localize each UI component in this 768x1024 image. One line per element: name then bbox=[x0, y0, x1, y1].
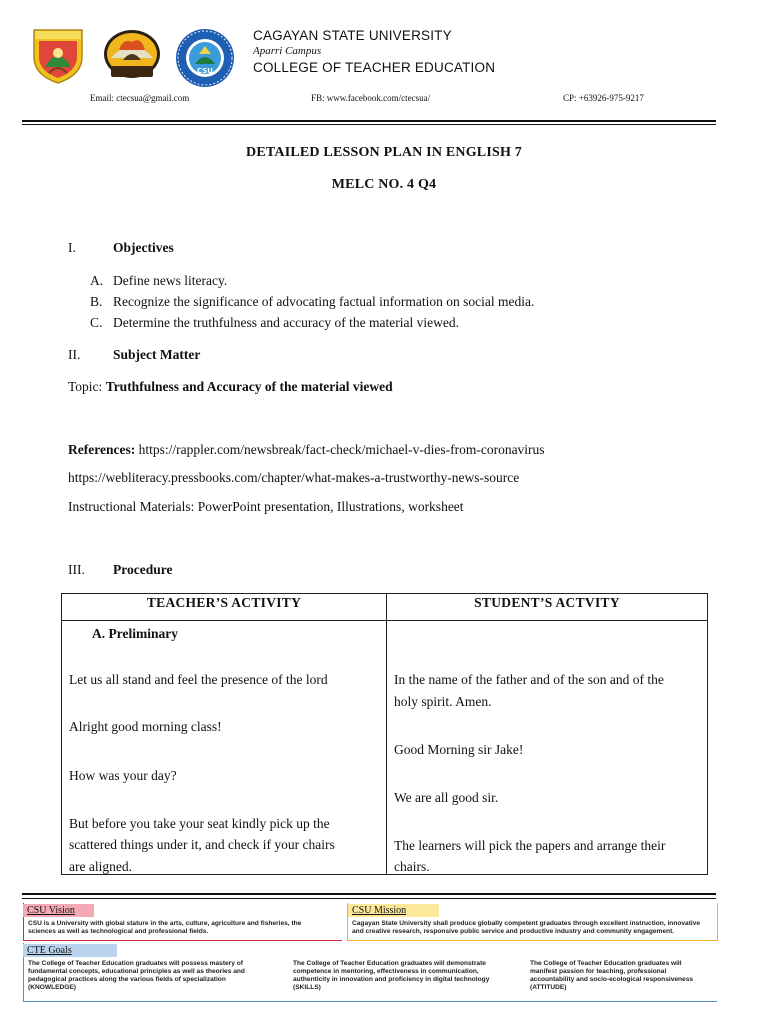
teacher-line: scattered things under it, and check if your chairs bbox=[69, 837, 335, 852]
objectives-number: I. bbox=[68, 240, 76, 255]
footer-rule-thin bbox=[22, 898, 716, 899]
goal-skills: The College of Teacher Education graduates will demonstrate competence in mentoring, effectiveness in communication, authenticity in innovation and proficiency in digital technology (SKILLS) bbox=[293, 960, 490, 991]
teacher-line: Let us all stand and feel the presence of the lord bbox=[69, 672, 328, 687]
objective-item: A. Define news literacy. bbox=[90, 273, 228, 288]
topic-text: Truthfulness and Accuracy of the material viewed bbox=[105, 379, 393, 394]
email-contact: Email: ctecsua@gmail.com bbox=[90, 93, 190, 103]
mission-label: CSU Mission bbox=[348, 904, 439, 917]
teacher-line: Alright good morning class! bbox=[69, 719, 222, 734]
campus-name: Aparri Campus bbox=[253, 45, 322, 57]
goal-attitude: The College of Teacher Education graduates will manifest passion for teaching, professional accountability and socio-ecological responsiveness (ATTITUDE) bbox=[530, 960, 694, 991]
goals-label: CTE Goals bbox=[23, 944, 117, 957]
header-rule-thin bbox=[22, 124, 716, 125]
header-rule-thick bbox=[22, 120, 716, 122]
reference-link[interactable]: https://rappler.com/newsbreak/fact-check/michael-v-dies-from-coronavirus bbox=[138, 442, 545, 457]
teacher-line: But before you take your seat kindly pick up the bbox=[69, 816, 330, 831]
student-line: We are all good sir. bbox=[394, 790, 499, 805]
student-activity-cell bbox=[387, 621, 708, 875]
topic-line: Topic: Truthfulness and Accuracy of the material viewed bbox=[68, 379, 393, 394]
vision-text: CSU is a University with global stature in the arts, culture, agriculture and fisheries, the sciences as well as technological and professional fields. bbox=[28, 920, 302, 935]
document-subtitle: MELC NO. 4 Q4 bbox=[331, 177, 437, 192]
objective-item: B. Recognize the significance of advocating factual information on social media. bbox=[90, 294, 535, 309]
student-line: holy spirit. Amen. bbox=[394, 694, 492, 709]
footer-rule-thick bbox=[22, 893, 716, 895]
university-name: CAGAYAN STATE UNIVERSITY bbox=[253, 28, 452, 43]
goal-knowledge: The College of Teacher Education graduates will possess mastery of fundamental concepts, educational principles as well as theories and pedagogical practices along the various fields of specialization (KNOWLEDGE) bbox=[28, 960, 245, 991]
cte-seal-logo bbox=[175, 28, 235, 93]
college-name: COLLEGE OF TEACHER EDUCATION bbox=[253, 60, 496, 75]
student-line: chairs. bbox=[394, 859, 430, 874]
teacher-column-header: TEACHER’S ACTIVITY bbox=[62, 594, 387, 621]
logo3-caption bbox=[175, 28, 176, 29]
procedure-table bbox=[61, 593, 708, 875]
references-line: References: https://rappler.com/newsbreak/fact-check/michael-v-dies-from-coronavirus bbox=[68, 442, 545, 457]
teacher-activity-cell bbox=[62, 621, 387, 875]
student-line: Good Morning sir Jake! bbox=[394, 742, 524, 757]
aparri-campus-logo bbox=[101, 28, 163, 89]
csu-shield-logo bbox=[31, 27, 85, 90]
vision-label: CSU Vision bbox=[23, 904, 94, 917]
seal-center-text: CSU bbox=[197, 67, 213, 75]
facebook-contact: FB: www.facebook.com/ctecsua/ bbox=[311, 93, 431, 103]
teacher-line: are aligned. bbox=[69, 859, 132, 874]
document-title: DETAILED LESSON PLAN IN ENGLISH 7 bbox=[246, 145, 522, 160]
phone-contact: CP: +63926-975-9217 bbox=[563, 93, 644, 103]
logo2-caption bbox=[101, 28, 102, 29]
instructional-materials: Instructional Materials: PowerPoint presentation, Illustrations, worksheet bbox=[68, 499, 464, 514]
teacher-line: How was your day? bbox=[69, 768, 177, 783]
student-column-header: STUDENT’S ACTVITY bbox=[387, 594, 708, 621]
objective-item: C. Determine the truthfulness and accuracy of the material viewed. bbox=[90, 315, 459, 330]
student-line: The learners will pick the papers and arrange their bbox=[394, 838, 666, 853]
mission-text: Cagayan State University shall produce globally competent graduates through excellent instruction, innovative and creative research, responsive public service and productive industry and community engagement. bbox=[352, 920, 701, 935]
reference-link[interactable]: https://webliteracy.pressbooks.com/chapter/what-makes-a-trustworthy-news-source bbox=[68, 470, 520, 485]
preliminary-heading: A. Preliminary bbox=[92, 626, 178, 641]
student-line: In the name of the father and of the son and of the bbox=[394, 672, 664, 687]
procedure-heading: Procedure bbox=[113, 562, 173, 577]
subject-number: II. bbox=[68, 347, 81, 362]
logo1-caption bbox=[31, 27, 32, 28]
subject-heading: Subject Matter bbox=[113, 347, 201, 362]
procedure-number: III. bbox=[68, 562, 85, 577]
objectives-heading: Objectives bbox=[113, 240, 174, 255]
